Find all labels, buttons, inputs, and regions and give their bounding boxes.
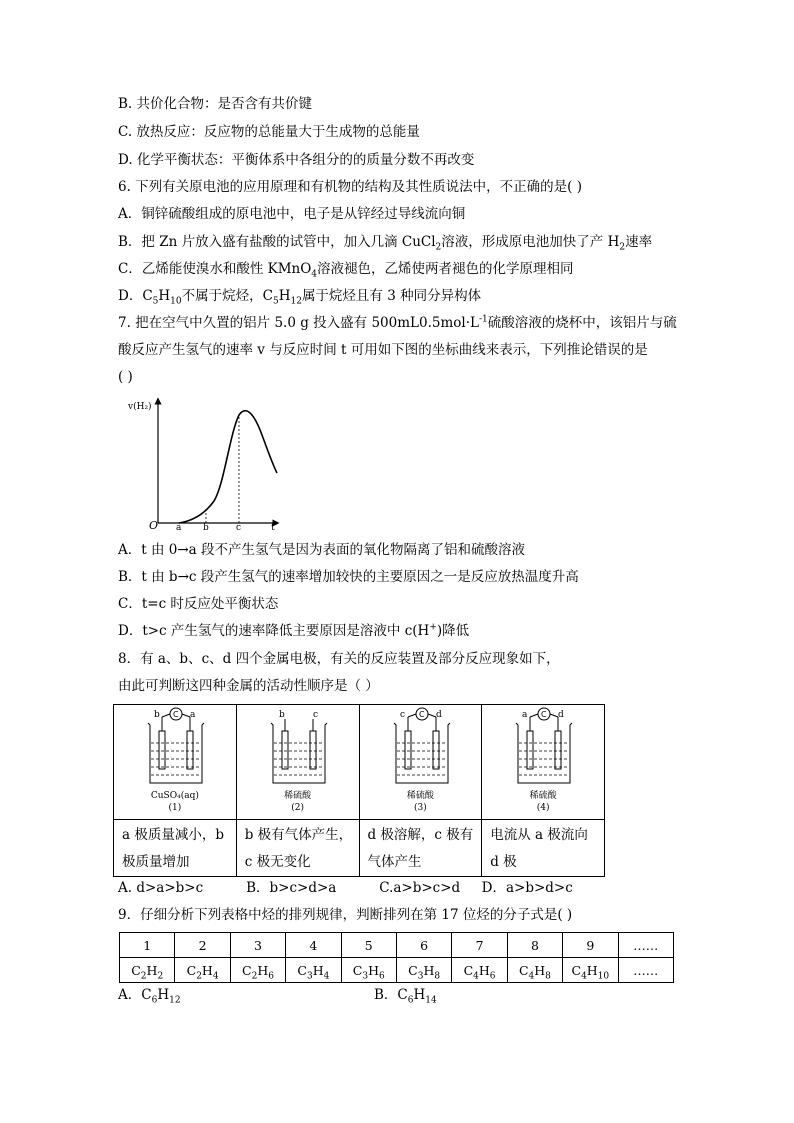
cell-1-figure xyxy=(114,705,237,820)
cell-1-left-label: b xyxy=(154,710,160,720)
cell-4-right-label: d xyxy=(558,710,565,720)
beaker-icon xyxy=(516,723,572,783)
q6-option-b xyxy=(118,233,652,251)
option-d-equilibrium: D. 化学平衡状态：平衡体系中各组分的的质量分数不再改变 xyxy=(118,152,475,168)
q6-stem: 6. 下列有关原电池的应用原理和有机物的结构及其性质说法中，不正确的是( ) xyxy=(118,179,582,195)
option-c-exothermic: C. 放热反应：反应物的总能量大于生成物的总能量 xyxy=(118,124,420,140)
q6-d-4: 不属于烷烃，C xyxy=(181,288,273,304)
q9-formula: $C_3H_4$ xyxy=(286,958,341,983)
q6-d-7: 12 xyxy=(290,296,302,307)
option-b-covalent: B. 共价化合物：是否含有共价键 xyxy=(118,96,313,112)
q9-index: 1 xyxy=(120,933,175,958)
q9-formula: $C_2H_4$ xyxy=(175,958,230,983)
q9-formula: $C_2H_6$ xyxy=(230,958,285,983)
beaker-icon xyxy=(148,723,204,783)
cell-4-figure xyxy=(482,705,605,820)
cell-3-meter-label: C xyxy=(418,710,425,719)
cell-2-number: (2) xyxy=(291,803,304,813)
q9-option-b: B．$C_6H_{14}$ xyxy=(374,987,437,1006)
q7-line1-post: 硫酸溶液的烧杯中，该铝片与硫 xyxy=(487,315,677,331)
q8-stem-line1: 8．有 a、b、c、d 四个金属电极，有关的反应装置及部分反应现象如下， xyxy=(118,651,560,667)
q6-d-6: H xyxy=(278,288,291,304)
q6-c-post: 溶液褪色，乙烯使两者褪色的化学原理相同 xyxy=(317,261,574,277)
galvanic-cell-3 xyxy=(390,707,454,787)
cell-3-figure xyxy=(359,705,482,820)
q7-option-a: A．t 由 0→a 段不产生氢气是因为表面的氧化物隔离了铝和硫酸溶液 xyxy=(118,542,525,558)
q7-d-sup: + xyxy=(429,622,437,633)
q9-hydrocarbon-table xyxy=(119,932,674,983)
q6-option-c xyxy=(118,260,574,278)
graph-origin: O xyxy=(149,519,159,532)
q6-b-pre: B．把 Zn 片放入盛有盐酸的试管中，加入几滴 CuCl xyxy=(118,234,436,250)
q6-d-5: 5 xyxy=(272,296,279,307)
q9-formula: $C_4H_6$ xyxy=(452,958,507,983)
q9-index: 9 xyxy=(563,933,618,958)
q7-option-d xyxy=(118,622,469,640)
q6-d-0: D．C xyxy=(118,288,153,304)
q9-formula: $C_3H_8$ xyxy=(396,958,451,983)
q7-option-b: B．t 由 b→c 段产生氢气的速率增加较快的主要原因之一是反应放热温度升高 xyxy=(118,569,579,585)
cell-2-right-label: c xyxy=(312,710,318,720)
q8-options: A. d>a>b>c B．b>c>d>a C.a>b>c>d D．a>b>d>c xyxy=(118,880,573,896)
cell-4-observation: 电流从 a 极流向 d 极 xyxy=(482,820,605,877)
q9-formula: $C_2H_2$ xyxy=(120,958,175,983)
q9-index: 3 xyxy=(230,933,285,958)
q8-cell-table xyxy=(113,704,605,877)
q7-line1-sup: -1 xyxy=(478,314,488,325)
q6-option-d xyxy=(118,287,481,305)
cell-4-solution: 稀硫酸 xyxy=(529,791,557,801)
q7-d-pre: D．t>c 产生氢气的速率降低主要原因是溶液中 c(H xyxy=(118,623,430,639)
q7-stem-line1 xyxy=(118,314,677,332)
cell-3-number: (3) xyxy=(414,803,427,813)
q9-stem: 9．仔细分析下列表格中烃的排列规律，判断排列在第 17 位烃的分子式是( ) xyxy=(118,907,573,923)
q6-option-a: A．铜锌硫酸组成的原电池中，电子是从锌经过导线流向铜 xyxy=(118,206,466,222)
q6-b-sub2: 2 xyxy=(619,242,626,253)
q7-stem-line3: ( ) xyxy=(118,369,133,385)
cell-2-observation: b 极有气体产生，c 极无变化 xyxy=(236,820,359,877)
q7-stem-line2: 酸反应产生氢气的速率 v 与反应时间 t 可用如下图的坐标曲线来表示，下列推论错误的是 xyxy=(118,342,648,358)
q6-d-3: 10 xyxy=(170,296,182,307)
cell-1-solution: CuSO₄(aq) xyxy=(150,791,199,801)
cell-4-number: (4) xyxy=(536,803,550,813)
q7-d-post: )降低 xyxy=(436,623,470,639)
cell-3-solution: 稀硫酸 xyxy=(406,791,434,801)
q8-stem-line2: 由此可判断这四种金属的活动性顺序是（ ） xyxy=(118,678,379,694)
q6-d-1: 5 xyxy=(152,296,159,307)
q6-d-2: H xyxy=(158,288,171,304)
cell-2-solution: 稀硫酸 xyxy=(284,791,312,801)
rate-time-graph xyxy=(122,393,282,533)
galvanic-cell-2 xyxy=(267,707,331,787)
tick-t: t xyxy=(271,523,275,533)
galvanic-cell-1 xyxy=(144,707,208,787)
q9-index: 7 xyxy=(452,933,507,958)
cell-3-right-label: d xyxy=(435,710,442,720)
tick-b: b xyxy=(203,523,209,533)
galvanic-cell-4 xyxy=(512,707,576,787)
tick-c: c xyxy=(236,523,242,533)
cell-4-left-label: a xyxy=(522,710,528,720)
q6-b-post: 溶液，形成原电池加快了产 H xyxy=(441,234,620,250)
q6-b-end: 速率 xyxy=(625,234,653,250)
cell-1-number: (1) xyxy=(168,803,182,813)
graph-ylabel: v(H₂) xyxy=(128,402,152,412)
q9-formula: $C_4H_{10}$ xyxy=(563,958,618,983)
q9-index: 6 xyxy=(396,933,451,958)
q9-index: 4 xyxy=(286,933,341,958)
q9-formula: $C_4H_8$ xyxy=(507,958,562,983)
q9-index: 2 xyxy=(175,933,230,958)
tick-a: a xyxy=(176,523,182,533)
q9-option-a: A．$C_6H_{12}$ xyxy=(118,987,181,1006)
q9-index-row xyxy=(120,933,674,958)
beaker-icon xyxy=(394,723,450,783)
q9-index: …… xyxy=(618,933,673,958)
q9-index: 8 xyxy=(507,933,562,958)
q6-b-sub: 2 xyxy=(435,242,442,253)
q6-d-8: 属于烷烃且有 3 种同分异构体 xyxy=(301,288,482,304)
cell-2-figure xyxy=(236,705,359,820)
cell-1-right-label: a xyxy=(190,710,196,720)
q9-formula-ellipsis: …… xyxy=(618,958,673,983)
q6-c-sub: 4 xyxy=(311,269,318,280)
cell-3-observation: d 极溶解，c 极有气体产生 xyxy=(359,820,482,877)
cell-4-meter-label: C xyxy=(541,710,547,719)
q9-index: 5 xyxy=(341,933,396,958)
q6-c-pre: C．乙烯能使溴水和酸性 KMnO xyxy=(118,261,312,277)
cell-1-meter-label: C xyxy=(173,710,179,719)
beaker-icon xyxy=(271,723,327,783)
q7-line1-pre: 7. 把在空气中久置的铝片 5.0 g 投入盛有 500mL0.5mol·L xyxy=(118,315,479,331)
q9-formula-row xyxy=(120,958,674,983)
q9-formula: $C_3H_6$ xyxy=(341,958,396,983)
cell-2-left-label: b xyxy=(278,710,285,720)
rate-curve xyxy=(179,411,277,523)
cell-1-observation: a 极质量减小，b 极质量增加 xyxy=(114,820,237,877)
q7-option-c: C．t=c 时反应处平衡状态 xyxy=(118,596,279,612)
cell-3-left-label: c xyxy=(399,710,405,720)
